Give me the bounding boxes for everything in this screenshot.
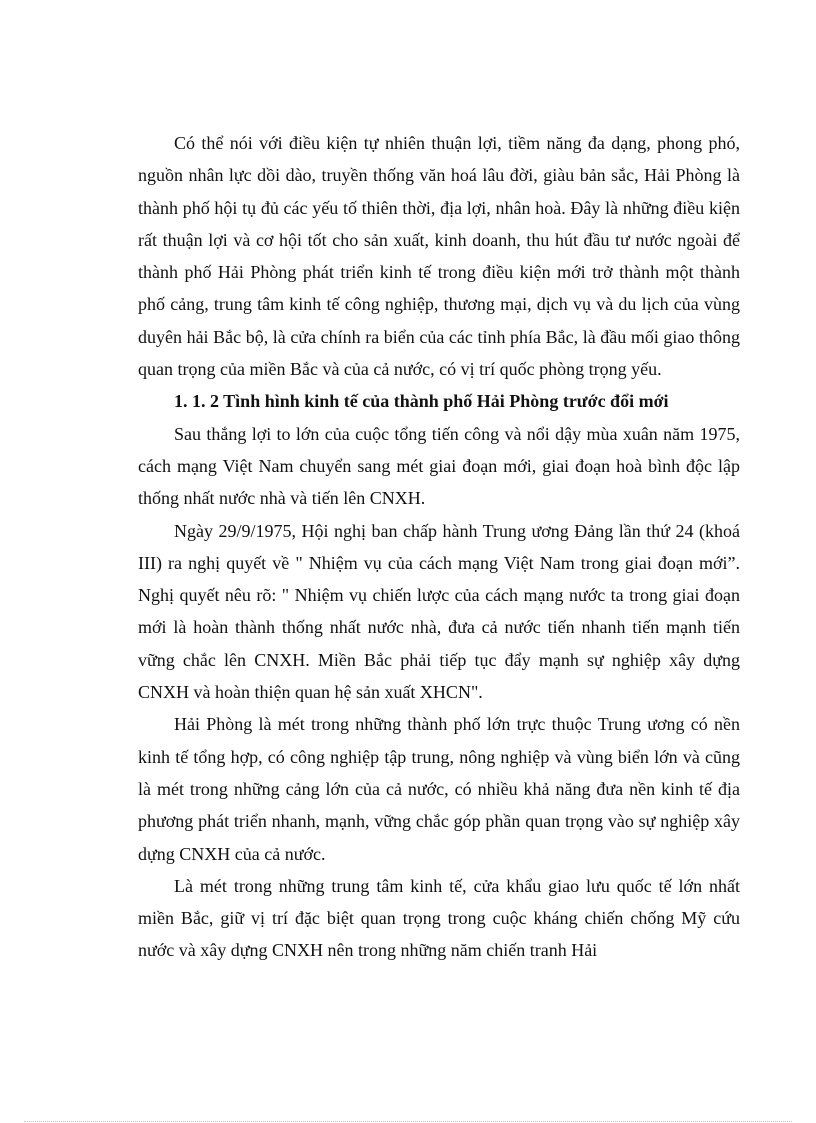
document-body	[138, 127, 740, 967]
paragraph-after-1975: Sau thắng lợi to lớn của cuộc tổng tiến công và nổi dậy mùa xuân năm 1975, cách mạng Việt Nam chuyển sang mét giai đoạn mới, giai đoạn hoà bình độc lập thống nhất nước nhà và tiến lên CNXH.	[138, 423, 740, 509]
paragraph-trade-center: Là mét trong những trung tâm kinh tế, cửa khẩu giao lưu quốc tế lớn nhất miền Bắc, giữ vị trí đặc biệt quan trọng trong cuộc kháng chiến chống Mỹ cứu nước và xây dựng CNXH nên trong những năm chiến tranh Hải	[138, 875, 740, 961]
paragraph-intro: Có thể nói với điều kiện tự nhiên thuận lợi, tiềm năng đa dạng, phong phó, nguồn nhân lực dồi dào, truyền thống văn hoá lâu đời, giàu bản sắc, Hải Phòng là thành phố hội tụ đủ các yếu tố thiên thời, địa lợi, nhân hoà. Đây là những điều kiện rất thuận lợi và cơ hội tốt cho sản xuất, kinh doanh, thu hút đầu tư nước ngoài để thành phố Hải Phòng phát triển kinh tế trong điều kiện mới trở thành một thành phố cảng, trung tâm kinh tế công nghiệp, thương mại, dịch vụ và du lịch của vùng duyên hải Bắc bộ, là cửa chính ra biển của các tỉnh phía Bắc, là đầu mối giao thông quan trọng của miền Bắc và của cả nước, có vị trí quốc phòng trọng yếu.	[138, 133, 740, 380]
paragraph-hai-phong-economy: Hải Phòng là mét trong những thành phố lớn trực thuộc Trung ương có nền kinh tế tổng hợp, có công nghiệp tập trung, nông nghiệp và vùng biển lớn và cũng là mét trong những cảng lớn của cả nước, có nhiều khả năng đưa nền kinh tế địa phương phát triển nhanh, mạnh, vững chắc góp phần quan trọng vào sự nghiệp xây dựng CNXH của cả nước.	[138, 714, 740, 864]
paragraph-resolution: Ngày 29/9/1975, Hội nghị ban chấp hành Trung ương Đảng lần thứ 24 (khoá III) ra nghị quyết về " Nhiệm vụ của cách mạng Việt Nam trong giai đoạn mới”. Nghị quyết nêu rõ: " Nhiệm vụ chiến lược của cách mạng nước ta trong giai đoạn mới là hoàn thành thống nhất nước nhà, đưa cả nước tiến nhanh tiến mạnh tiến vững chắc lên CNXH. Miền Bắc phải tiếp tục đẩy mạnh sự nghiệp xây dựng CNXH và hoàn thiện quan hệ sản xuất XHCN".	[138, 520, 740, 703]
section-heading: 1. 1. 2 Tình hình kinh tế của thành phố Hải Phòng trước đổi mới	[174, 391, 669, 412]
page-bottom-divider	[24, 1121, 792, 1122]
